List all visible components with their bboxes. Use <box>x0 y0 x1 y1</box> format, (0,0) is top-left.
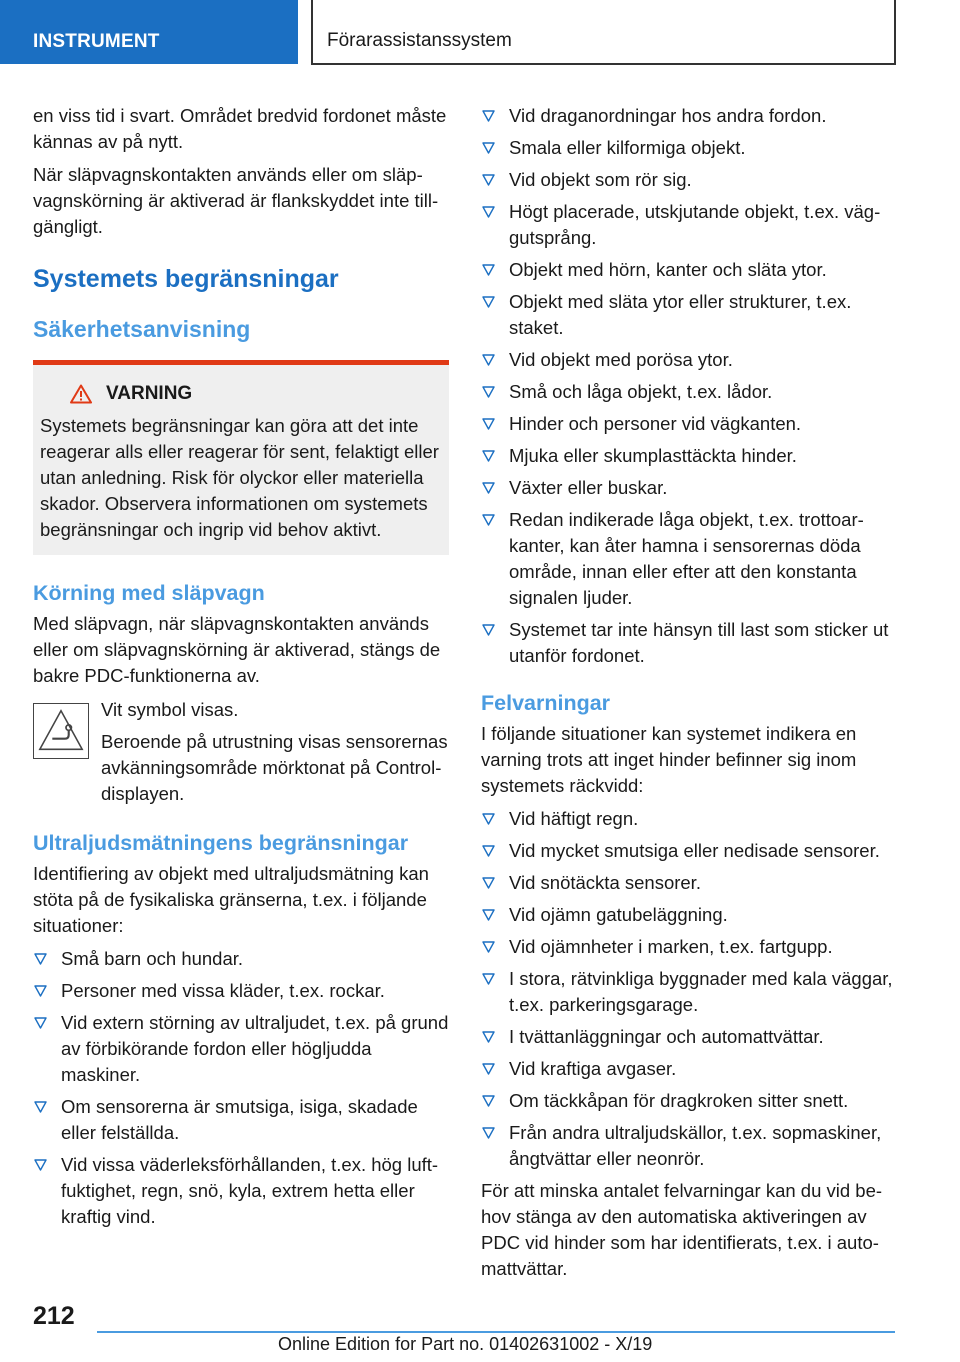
bullet-triangle-icon <box>482 296 495 308</box>
ultrasonic-list-item-text: Om sensorerna är smutsiga, isiga, skadade eller felställda. <box>61 1096 418 1143</box>
limits-list-item-text: Objekt med släta ytor eller strukturer, t.ex. staket. <box>509 291 852 338</box>
ultrasonic-list-item-text: Små barn och hundar. <box>61 948 244 969</box>
left-column <box>33 103 449 1236</box>
false-warnings-list-item-text: Vid ojämn gatubeläggning. <box>509 904 728 925</box>
bullet-triangle-icon <box>482 941 495 953</box>
trailer-symbol-text <box>101 697 449 813</box>
heading-trailer: Körning med släpvagn <box>33 581 265 605</box>
limits-list-item-text: Vid objekt med porösa ytor. <box>509 349 733 370</box>
bullet-triangle-icon <box>34 985 47 997</box>
symbol-line-2: Beroende på utrustning visas sensorernas avkänningsområde mörktonat på Control-displayen. <box>101 731 448 804</box>
limits-list-item-text: Vid objekt som rör sig. <box>509 169 692 190</box>
heading-ultrasonic: Ultraljudsmätningens begränsningar <box>33 831 409 855</box>
limits-list-item <box>481 347 901 373</box>
false-warnings-list-item-text: Vid snötäckta sensorer. <box>509 872 701 893</box>
chapter-title: Förarassistanssystem <box>311 0 896 65</box>
limits-list-item <box>481 443 901 469</box>
limits-list-item <box>481 475 901 501</box>
bullet-triangle-icon <box>482 206 495 218</box>
bullet-triangle-icon <box>482 110 495 122</box>
warning-box <box>33 360 449 555</box>
false-warnings-list-item <box>481 934 901 960</box>
footer-divider <box>97 1331 895 1333</box>
limits-list-item <box>481 135 901 161</box>
limits-list-item <box>481 167 901 193</box>
limits-list-item-text: Växter eller buskar. <box>509 477 668 498</box>
bullet-triangle-icon <box>482 973 495 985</box>
false-warnings-list-item-text: Vid mycket smutsiga eller nedisade sensorer. <box>509 840 880 861</box>
bullet-triangle-icon <box>482 142 495 154</box>
bullet-triangle-icon <box>482 909 495 921</box>
bullet-triangle-icon <box>34 1017 47 1029</box>
false-warnings-list-item <box>481 806 901 832</box>
limits-list-item <box>481 199 901 251</box>
ultrasonic-text: Identifiering av objekt med ultraljudsmätning kan stöta på de fysikaliska gränserna, t.ex. i följande situationer: <box>33 863 429 936</box>
false-warnings-list-item-text: Från andra ultraljudskällor, t.ex. sopmaskiner, ångtvättar eller neonrör. <box>509 1122 882 1169</box>
false-warnings-list-item-text: I tvättanläggningar och automattvättar. <box>509 1026 824 1047</box>
intro-paragraph-1: en viss tid i svart. Området bredvid fordonet måste kännas av på nytt. <box>33 105 447 152</box>
bullet-triangle-icon <box>482 1063 495 1075</box>
symbol-line-1: Vit symbol visas. <box>101 699 239 720</box>
footer-edition: Online Edition for Part no. 01402631002 - X/19 <box>278 1334 653 1354</box>
false-warnings-text: I följande situationer kan systemet indikera en varning trots att inget hinder befinner sig inom systemets räckvidd: <box>481 723 857 796</box>
bullet-triangle-icon <box>34 1159 47 1171</box>
false-warnings-list-item <box>481 1024 901 1050</box>
false-warnings-list-item-text: I stora, rätvinkliga byggnader med kala väggar, t.ex. parkeringsgarage. <box>509 968 893 1015</box>
limits-list-item-text: Systemet tar inte hänsyn till last som sticker ut utanför fordonet. <box>509 619 889 666</box>
bullet-triangle-icon <box>482 354 495 366</box>
false-warnings-list-item-text: Vid ojämnheter i marken, t.ex. fartgupp. <box>509 936 833 957</box>
limits-list-item <box>481 617 901 669</box>
bullet-triangle-icon <box>482 845 495 857</box>
bullet-triangle-icon <box>482 813 495 825</box>
bullet-triangle-icon <box>34 1101 47 1113</box>
bullet-triangle-icon <box>482 482 495 494</box>
trailer-symbol-row <box>33 697 449 813</box>
ultrasonic-list-item <box>33 1010 449 1088</box>
false-warnings-list-item-text: Om täckkåpan för dragkroken sitter snett. <box>509 1090 849 1111</box>
ultrasonic-list <box>33 946 449 1230</box>
false-warnings-list-item-text: Vid kraftiga avgaser. <box>509 1058 677 1079</box>
bullet-triangle-icon <box>482 264 495 276</box>
heading-safety: Säkerhetsanvisning <box>33 316 251 342</box>
intro-paragraph-2: När släpvagnskontakten används eller om släpvagnskörning är aktiverad är flankskyddet inte tillgängligt. <box>33 164 439 237</box>
warning-label: VARNING <box>106 383 193 404</box>
bullet-triangle-icon <box>482 624 495 636</box>
false-warnings-list-item <box>481 902 901 928</box>
ultrasonic-list-item <box>33 978 449 1004</box>
limits-list-item <box>481 257 901 283</box>
bullet-triangle-icon <box>482 418 495 430</box>
ultrasonic-list-item <box>33 946 449 972</box>
limits-list-item-text: Redan indikerade låga objekt, t.ex. trottoarkanter, kan åter hamna i sensorernas döda område, innan eller efter att den konstanta signalen ljuder. <box>509 509 864 608</box>
bullet-triangle-icon <box>482 1031 495 1043</box>
trailer-text: Med släpvagn, när släpvagnskontakten används eller om släpvagnskörning är aktiverad, stängs de bakre PDC-funktionerna av. <box>33 613 441 686</box>
bullet-triangle-icon <box>482 450 495 462</box>
bullet-triangle-icon <box>482 1127 495 1139</box>
heading-system-limits: Systemets begränsningar <box>33 265 339 293</box>
warning-text: Systemets begränsningar kan göra att det inte reagerar alls eller reagerar för sent, felaktigt eller utan anledning. Risk för olyckor eller materiella skador. Observera informationen om systemets begränsningar och ingrip vid behov aktivt. <box>40 415 439 540</box>
ultrasonic-list-item-text: Vid vissa väderleksförhållanden, t.ex. hög luftfuktighet, regn, snö, kyla, extrem hetta eller kraftig vind. <box>61 1154 439 1227</box>
bullet-triangle-icon <box>482 386 495 398</box>
bullet-triangle-icon <box>482 1095 495 1107</box>
warning-triangle-icon <box>70 384 92 404</box>
false-warnings-list-item <box>481 966 901 1018</box>
limits-list-item <box>481 507 901 611</box>
false-warnings-list-item <box>481 870 901 896</box>
false-warnings-list-item <box>481 1088 901 1114</box>
false-warnings-list <box>481 806 901 1172</box>
limits-list-item-text: Hinder och personer vid vägkanten. <box>509 413 802 434</box>
ultrasonic-list-item <box>33 1094 449 1146</box>
bullet-triangle-icon <box>482 877 495 889</box>
false-warnings-closing: För att minska antalet felvarningar kan du vid behov stänga av den automatiska aktiveringen av PDC vid hinder som har identifierats, t.ex. i automattvättar. <box>481 1180 883 1279</box>
false-warnings-list-item <box>481 1056 901 1082</box>
ultrasonic-list-item-text: Personer med vissa kläder, t.ex. rockar. <box>61 980 385 1001</box>
ultrasonic-list-item-text: Vid extern störning av ultraljudet, t.ex. på grund av förbikörande fordon eller högljudda maskiner. <box>61 1012 449 1085</box>
limits-list-item <box>481 379 901 405</box>
limits-list-item-text: Mjuka eller skumplasttäckta hinder. <box>509 445 797 466</box>
page-number: 212 <box>33 1302 75 1330</box>
limits-list-continued <box>481 103 901 669</box>
false-warnings-list-item <box>481 838 901 864</box>
trailer-hitch-symbol-icon <box>33 703 89 759</box>
limits-list-item-text: Vid draganordningar hos andra fordon. <box>509 105 827 126</box>
heading-false-warnings: Felvarningar <box>481 691 611 715</box>
ultrasonic-list-item <box>33 1152 449 1230</box>
bullet-triangle-icon <box>34 953 47 965</box>
limits-list-item-text: Smala eller kilformiga objekt. <box>509 137 746 158</box>
warning-title <box>40 381 441 407</box>
limits-list-item-text: Objekt med hörn, kanter och släta ytor. <box>509 259 827 280</box>
limits-list-item-text: Små och låga objekt, t.ex. lådor. <box>509 381 773 402</box>
limits-list-item <box>481 411 901 437</box>
bullet-triangle-icon <box>482 514 495 526</box>
right-column <box>481 103 901 1289</box>
limits-list-item <box>481 103 901 129</box>
false-warnings-list-item-text: Vid häftigt regn. <box>509 808 639 829</box>
limits-list-item-text: Högt placerade, utskjutande objekt, t.ex. väggutsprång. <box>509 201 881 248</box>
false-warnings-list-item <box>481 1120 901 1172</box>
bullet-triangle-icon <box>482 174 495 186</box>
limits-list-item <box>481 289 901 341</box>
section-tab: INSTRUMENT <box>0 0 298 64</box>
